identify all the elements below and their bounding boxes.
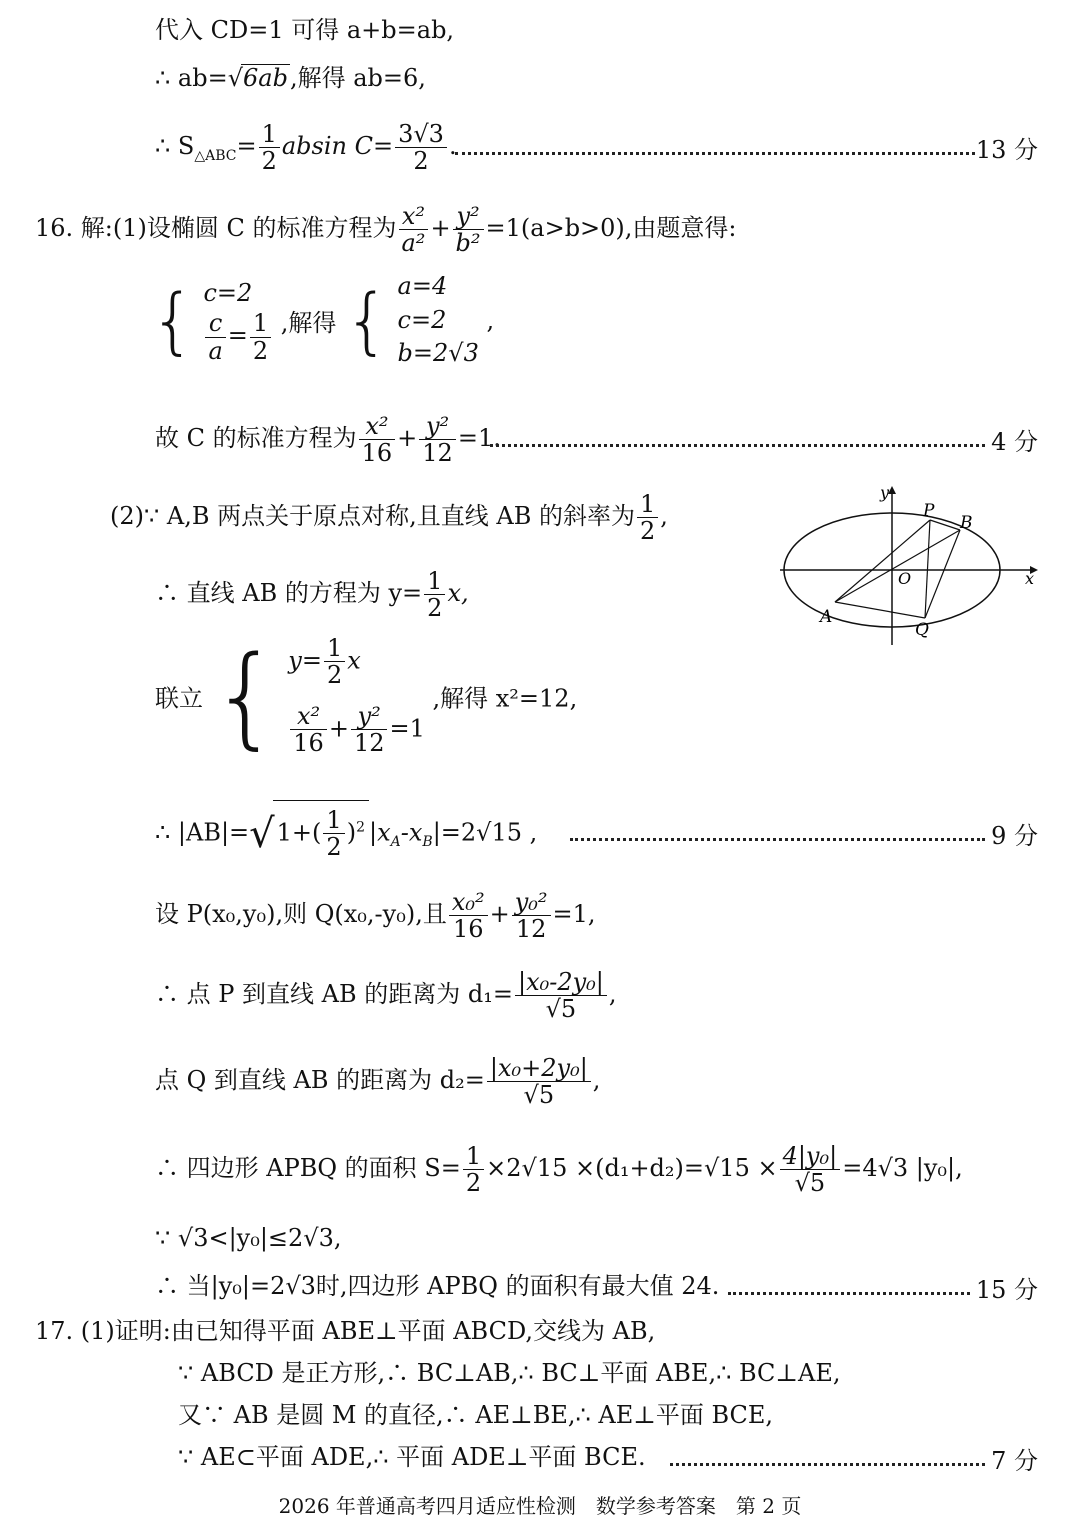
y-axis-arrow — [888, 486, 896, 494]
numerator: 1 — [323, 807, 344, 834]
dot-leader — [480, 422, 995, 454]
question-17-line: ∵ ABCD 是正方形,∴ BC⊥AB,∴ BC⊥平面 ABE,∴ BC⊥AE, — [178, 1359, 841, 1387]
numerator: 1 — [250, 310, 271, 337]
equation: b=2√3 — [397, 339, 479, 368]
denominator: 16 — [361, 439, 393, 467]
label-p: P — [923, 501, 935, 521]
label-b: B — [960, 513, 973, 533]
question-17-line: 又∵ AB 是圆 M 的直径,∴ AE⊥BE,∴ AE⊥平面 BCE, — [178, 1401, 774, 1429]
text: x, — [447, 579, 469, 607]
label-a: A — [820, 607, 833, 627]
numerator: x² — [290, 703, 327, 730]
denominator: 12 — [422, 439, 453, 467]
page-footer: 2026 年普通高考四月适应性检测 数学参考答案 第 2 页 — [278, 1494, 802, 1518]
denominator: 2 — [413, 147, 429, 175]
dot-leader — [718, 1270, 980, 1302]
segment-pq — [925, 520, 930, 618]
denominator: a — [208, 336, 223, 365]
fraction — [323, 807, 344, 861]
text: , — [660, 502, 668, 530]
label-x: x — [1025, 569, 1035, 588]
text: , — [592, 1066, 601, 1094]
numerator: |x₀+2y₀| — [487, 1055, 591, 1082]
range-line: ∵ √3<|y₀|≤2√3, — [155, 1224, 342, 1252]
text: =1(a>b>0),由题意得: — [485, 214, 737, 242]
question-16-intro: 16. 解:(1)设椭圆 C 的标准方程为 $\frac{\text{x²}}{\text{a²}}$ + $\frac{\text{y²}}{\text{b²}}$ =1(a>b>0),由题意得: — [35, 201, 737, 257]
text: ∴ 直线 AB 的方程为 y= — [155, 579, 423, 607]
radicand: 6ab — [242, 64, 288, 92]
fraction — [637, 491, 658, 545]
max-line: ∴ 当|y₀|=2√3时,四边形 APBQ 的面积有最大值 24. — [155, 1272, 720, 1300]
solution-line: ∴ ab=√6ab,解得 ab=6, — [155, 64, 426, 92]
fraction — [259, 121, 280, 175]
subscript: △ABC — [194, 147, 237, 164]
equation: a=4 — [397, 272, 448, 300]
numerator: y² — [453, 203, 484, 230]
numerator: 1 — [424, 568, 445, 595]
fraction — [399, 203, 429, 257]
fraction — [205, 310, 225, 364]
denominator: 2 — [326, 833, 342, 862]
distance-d2 — [155, 1052, 600, 1108]
score-13: 13 分 — [975, 136, 1038, 164]
text: |=2√15 , — [432, 818, 538, 847]
denominator: 2 — [326, 661, 343, 690]
denominator: b² — [455, 229, 481, 257]
text: ×2√15 ×(d₁+d₂)=√15 × — [486, 1154, 778, 1182]
numerator: c — [205, 310, 225, 337]
fraction — [515, 969, 607, 1023]
score-7: 7 分 — [991, 1447, 1038, 1475]
denominator: 2 — [261, 147, 277, 175]
numerator: 4|y₀| — [780, 1143, 841, 1170]
equation-system: { c=2 $\frac{c}{a}$ = $\frac{1}{2}$ ,解得 { a=4 c=2 b=2√3 , — [150, 270, 494, 371]
fraction — [395, 121, 447, 175]
text: 联立 — [155, 684, 203, 713]
denominator: 2 — [252, 336, 269, 365]
fraction — [290, 703, 327, 757]
text: 设 P(x₀,y₀),则 Q(x₀,-y₀),且 — [155, 900, 447, 928]
numerator: 1 — [259, 121, 280, 148]
segment-pb — [930, 520, 960, 530]
text: y= — [288, 646, 322, 675]
denominator: 16 — [452, 915, 484, 943]
text: ∴ |AB|= — [155, 818, 250, 847]
text: 16. 解:(1)设椭圆 C 的标准方程为 — [35, 214, 397, 242]
line-ab-equation — [155, 565, 469, 621]
numerator: y² — [419, 413, 456, 440]
text: 故 C 的标准方程为 — [155, 424, 357, 452]
score-9: 9 分 — [991, 822, 1038, 850]
part-2-line — [110, 488, 668, 544]
equation: c=2 — [203, 278, 253, 307]
standard-equation: 故 C 的标准方程为 $\frac{\text{x²}}{16}$ + $\frac{\text{y²}}{12}$ =1. — [155, 411, 501, 467]
ab-length: ∴ |AB|=√1+( $\frac{1}{2}$ )$^2$ $|x_A-x_B|=2√15$ , — [155, 800, 537, 874]
label-q: Q — [915, 620, 929, 640]
text: = — [236, 132, 257, 160]
segment-ap — [835, 520, 930, 602]
fraction — [449, 889, 488, 943]
fraction — [487, 1055, 591, 1109]
fraction — [463, 1143, 484, 1197]
denominator: 2 — [639, 517, 656, 545]
text: ∴ 四边形 APBQ 的面积 S= — [155, 1154, 461, 1182]
text: = — [227, 321, 248, 350]
fraction — [324, 635, 345, 689]
fraction — [453, 203, 484, 257]
label-o: O — [898, 569, 912, 588]
numerator: x² — [359, 413, 396, 440]
text: ,解得 x²=12, — [432, 684, 578, 713]
text: =1. — [457, 424, 501, 452]
text: , — [486, 306, 495, 335]
label-y: y — [880, 483, 890, 502]
text: . — [448, 132, 457, 160]
denominator: √5 — [523, 1081, 555, 1109]
text: =1, — [552, 900, 596, 928]
solution-line — [155, 118, 457, 184]
segment-bq — [925, 530, 960, 618]
denominator: 2 — [427, 594, 443, 622]
distance-d1 — [155, 966, 617, 1022]
text: x — [347, 646, 361, 675]
numerator: |x₀-2y₀| — [515, 969, 607, 996]
equation: c=2 — [397, 305, 447, 334]
denominator: 16 — [293, 729, 324, 758]
question-17-line: 17. (1)证明:由已知得平面 ABE⊥平面 ABCD,交线为 AB, — [35, 1317, 656, 1345]
text: (2)∵ A,B 两点关于原点对称,且直线 AB 的斜率为 — [110, 502, 635, 530]
solution-line: 代入 CD=1 可得 a+b=ab, — [155, 16, 455, 44]
dot-leader — [560, 816, 995, 848]
fraction — [351, 703, 388, 757]
fraction — [419, 413, 456, 467]
fraction — [250, 310, 271, 364]
text: ∴ 点 P 到直线 AB 的距离为 d₁= — [155, 980, 513, 1008]
text: , — [608, 980, 617, 1008]
ellipse-figure — [770, 480, 1050, 650]
numerator: 1 — [324, 635, 345, 662]
area-line — [155, 1140, 963, 1196]
text: ,解得 ab=6, — [289, 64, 426, 92]
question-17-line: ∵ AE⊂平面 ADE,∴ 平面 ADE⊥平面 BCE. — [178, 1443, 646, 1471]
denominator: √5 — [545, 995, 577, 1023]
numerator: x² — [399, 203, 429, 230]
text: |x — [368, 818, 391, 847]
fraction — [359, 413, 396, 467]
numerator: x₀² — [449, 889, 488, 916]
score-4: 4 分 — [991, 428, 1038, 456]
text: ,解得 — [280, 308, 337, 337]
score-15: 15 分 — [975, 1276, 1038, 1304]
denominator: √5 — [794, 1169, 826, 1197]
numerator: y² — [351, 703, 388, 730]
fraction — [512, 889, 551, 943]
fraction — [780, 1143, 841, 1197]
text: ∴ S — [155, 132, 195, 160]
text: 点 Q 到直线 AB 的距离为 d₂= — [155, 1066, 485, 1094]
text: =1 — [389, 714, 425, 743]
fraction — [424, 568, 445, 622]
text: ∴ ab= — [155, 64, 228, 92]
segment-ab — [835, 530, 960, 602]
set-p-line: 设 P(x₀,y₀),则 Q(x₀,-y₀),且 $\frac{\text{x₀²}}{16}$ + $\frac{\text{y₀²}}{12}$ =1, — [155, 887, 596, 943]
segment-aq — [835, 602, 925, 618]
denominator: 12 — [515, 915, 547, 943]
text: =4√3 |y₀|, — [842, 1154, 963, 1182]
numerator: 3√3 — [395, 121, 447, 148]
denominator: a² — [401, 229, 426, 257]
numerator: y₀² — [512, 889, 551, 916]
denominator: 12 — [353, 729, 385, 758]
simultaneous-system: 联立 { y= $\frac{1}{2}$ x $\frac{\text{x²}}{16}$ + $\frac{\text{y²}}{12}$ =1 ,解得 x²=12, — [155, 631, 578, 760]
dot-leader — [660, 1441, 995, 1473]
text: absin C= — [281, 132, 394, 160]
dot-leader — [445, 130, 985, 162]
numerator: 1 — [637, 491, 658, 518]
numerator: 1 — [463, 1143, 484, 1170]
denominator: 2 — [465, 1169, 482, 1197]
